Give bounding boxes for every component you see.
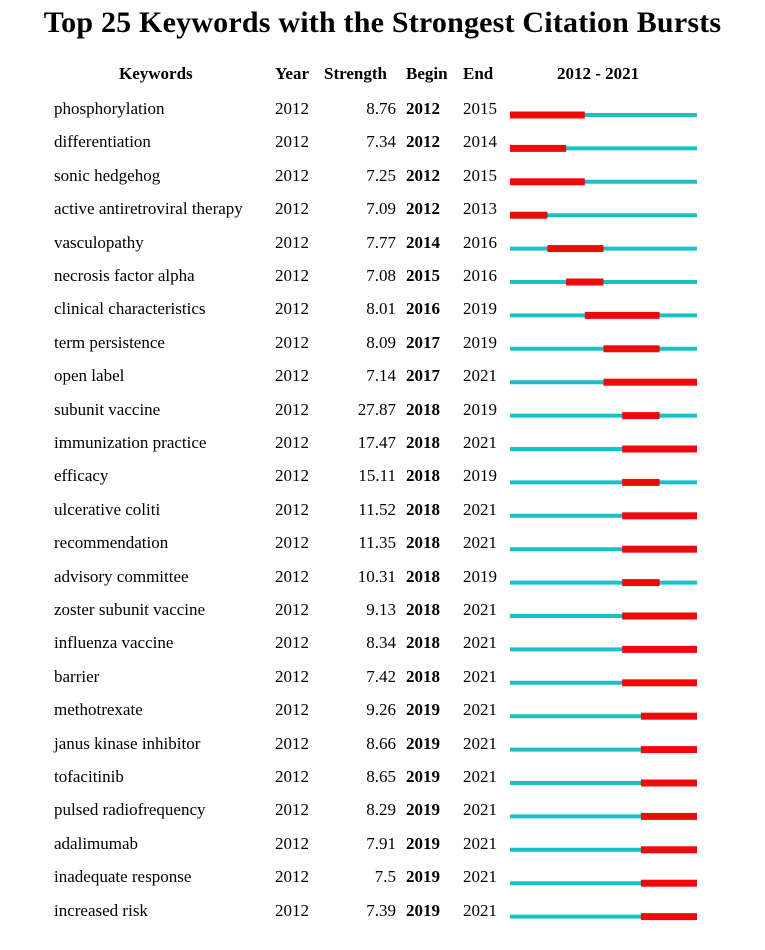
end-cell: 2019 — [463, 566, 497, 586]
strength-cell: 7.39 — [366, 900, 396, 920]
strength-cell: 8.09 — [366, 332, 396, 352]
keyword-cell: influenza vaccine — [54, 633, 174, 653]
end-cell: 2014 — [463, 132, 497, 152]
begin-cell: 2012 — [406, 99, 440, 118]
begin-cell: 2019 — [406, 867, 440, 887]
burst-bar — [641, 813, 697, 820]
keyword-cell: advisory committee — [54, 566, 189, 586]
burst-bar — [566, 279, 603, 286]
begin-cell: 2012 — [406, 199, 440, 219]
begin-cell: 2018 — [406, 600, 440, 619]
strength-cell: 8.76 — [366, 99, 396, 118]
year-cell: 2012 — [275, 666, 309, 686]
keyword-cell: open label — [54, 366, 125, 386]
begin-cell: 2018 — [406, 533, 440, 553]
begin-cell: 2017 — [406, 366, 440, 386]
strength-cell: 7.09 — [366, 199, 396, 219]
strength-cell: 11.35 — [358, 533, 396, 553]
burst-bar — [510, 145, 566, 152]
header-strength: Strength — [324, 64, 387, 83]
begin-cell: 2018 — [406, 566, 440, 586]
end-cell: 2021 — [463, 900, 497, 920]
begin-cell: 2019 — [406, 900, 440, 920]
strength-cell: 7.08 — [366, 266, 396, 285]
end-cell: 2021 — [463, 499, 497, 519]
burst-bar — [604, 345, 660, 352]
chart-title: Top 25 Keywords with the Strongest Citation Bursts — [43, 6, 722, 39]
year-cell: 2012 — [275, 600, 309, 619]
keyword-cell: barrier — [54, 666, 100, 686]
year-cell: 2012 — [275, 99, 309, 118]
keyword-cell: methotrexate — [54, 700, 143, 720]
begin-cell: 2018 — [406, 499, 440, 519]
end-cell: 2021 — [463, 600, 497, 619]
end-cell: 2019 — [463, 399, 497, 419]
keyword-cell: immunization practice — [54, 433, 207, 452]
year-cell: 2012 — [275, 433, 309, 452]
end-cell: 2021 — [463, 633, 497, 653]
keyword-cell: differentiation — [54, 132, 151, 152]
strength-cell: 8.29 — [366, 800, 396, 820]
burst-bar — [622, 412, 659, 419]
keyword-cell: term persistence — [54, 332, 165, 352]
burst-bar — [641, 746, 697, 753]
begin-cell: 2018 — [406, 466, 440, 486]
begin-cell: 2012 — [406, 132, 440, 152]
year-cell: 2012 — [275, 767, 309, 786]
keyword-cell: pulsed radiofrequency — [54, 800, 206, 820]
strength-cell: 9.26 — [366, 700, 396, 720]
header-keywords: Keywords — [119, 64, 193, 83]
keyword-cell: recommendation — [54, 533, 169, 553]
year-cell: 2012 — [275, 733, 309, 753]
begin-cell: 2019 — [406, 767, 440, 786]
header-begin: Begin — [406, 64, 448, 83]
begin-cell: 2014 — [406, 232, 440, 252]
burst-bar — [622, 679, 697, 686]
keyword-cell: clinical characteristics — [54, 299, 206, 319]
end-cell: 2021 — [463, 833, 497, 853]
strength-cell: 7.34 — [366, 132, 396, 152]
end-cell: 2021 — [463, 700, 497, 720]
year-cell: 2012 — [275, 800, 309, 820]
burst-bar — [641, 846, 697, 853]
burst-bar — [547, 245, 603, 252]
strength-cell: 7.5 — [374, 867, 396, 887]
keyword-cell: adalimumab — [54, 833, 139, 853]
end-cell: 2021 — [463, 666, 497, 686]
keyword-cell: janus kinase inhibitor — [54, 733, 201, 753]
year-cell: 2012 — [275, 132, 309, 152]
end-cell: 2013 — [463, 199, 497, 219]
end-cell: 2016 — [463, 266, 497, 285]
end-cell: 2015 — [463, 99, 497, 118]
keyword-cell: inadequate response — [54, 867, 192, 887]
begin-cell: 2016 — [406, 299, 440, 319]
begin-cell: 2019 — [406, 800, 440, 820]
keyword-cell: tofacitinib — [54, 767, 124, 786]
strength-cell: 27.87 — [357, 399, 396, 419]
end-cell: 2021 — [463, 767, 497, 786]
header-end: End — [463, 64, 494, 83]
burst-bar — [604, 379, 698, 386]
end-cell: 2019 — [463, 332, 497, 352]
strength-cell: 17.47 — [357, 433, 396, 452]
burst-bar — [622, 613, 697, 620]
end-cell: 2021 — [463, 733, 497, 753]
year-cell: 2012 — [275, 499, 309, 519]
year-cell: 2012 — [275, 867, 309, 887]
year-cell: 2012 — [275, 399, 309, 419]
end-cell: 2015 — [463, 165, 497, 185]
year-cell: 2012 — [275, 566, 309, 586]
year-cell: 2012 — [275, 165, 309, 185]
end-cell: 2019 — [463, 299, 497, 319]
year-cell: 2012 — [275, 900, 309, 920]
keyword-cell: ulcerative coliti — [54, 499, 161, 519]
strength-cell: 8.01 — [366, 299, 396, 319]
year-cell: 2012 — [275, 466, 309, 486]
begin-cell: 2017 — [406, 332, 440, 352]
year-cell: 2012 — [275, 266, 309, 285]
keyword-cell: zoster subunit vaccine — [54, 600, 206, 619]
burst-bar — [641, 913, 697, 920]
keyword-cell: increased risk — [54, 900, 148, 920]
burst-bar — [510, 112, 585, 119]
burst-bar — [622, 646, 697, 653]
year-cell: 2012 — [275, 633, 309, 653]
strength-cell: 8.66 — [366, 733, 396, 753]
strength-cell: 15.11 — [358, 466, 396, 486]
end-cell: 2021 — [463, 800, 497, 820]
burst-bar — [510, 178, 585, 185]
begin-cell: 2018 — [406, 633, 440, 653]
begin-cell: 2012 — [406, 165, 440, 185]
year-cell: 2012 — [275, 232, 309, 252]
end-cell: 2021 — [463, 366, 497, 386]
strength-cell: 7.25 — [366, 165, 396, 185]
strength-cell: 7.14 — [366, 366, 396, 386]
strength-cell: 11.52 — [358, 499, 396, 519]
year-cell: 2012 — [275, 833, 309, 853]
burst-bar — [641, 780, 697, 787]
keyword-cell: sonic hedgehog — [54, 165, 161, 185]
burst-bar — [622, 546, 697, 553]
begin-cell: 2015 — [406, 266, 440, 285]
burst-bar — [510, 212, 547, 219]
burst-bar — [585, 312, 660, 319]
begin-cell: 2019 — [406, 700, 440, 720]
begin-cell: 2019 — [406, 733, 440, 753]
strength-cell: 7.42 — [366, 666, 396, 686]
end-cell: 2021 — [463, 533, 497, 553]
keyword-cell: vasculopathy — [54, 232, 144, 252]
strength-cell: 10.31 — [357, 566, 396, 586]
keyword-cell: subunit vaccine — [54, 399, 161, 419]
keyword-cell: phosphorylation — [54, 99, 165, 118]
begin-cell: 2018 — [406, 666, 440, 686]
header-year: Year — [275, 64, 309, 83]
burst-bar — [641, 880, 697, 887]
strength-cell: 9.13 — [366, 600, 396, 619]
strength-cell: 7.91 — [366, 833, 396, 853]
year-cell: 2012 — [275, 700, 309, 720]
burst-bar — [622, 579, 659, 586]
end-cell: 2021 — [463, 867, 497, 887]
end-cell: 2016 — [463, 232, 497, 252]
keyword-cell: efficacy — [54, 466, 109, 486]
begin-cell: 2018 — [406, 399, 440, 419]
begin-cell: 2018 — [406, 433, 440, 452]
year-cell: 2012 — [275, 299, 309, 319]
keyword-cell: necrosis factor alpha — [54, 266, 195, 285]
year-cell: 2012 — [275, 366, 309, 386]
year-cell: 2012 — [275, 332, 309, 352]
end-cell: 2021 — [463, 433, 497, 452]
burst-bar — [622, 479, 659, 486]
header-timeline-range: 2012 - 2021 — [557, 64, 640, 83]
year-cell: 2012 — [275, 533, 309, 553]
end-cell: 2019 — [463, 466, 497, 486]
burst-bar — [641, 713, 697, 720]
keyword-cell: active antiretroviral therapy — [54, 199, 243, 219]
strength-cell: 7.77 — [366, 232, 396, 252]
year-cell: 2012 — [275, 199, 309, 219]
burst-bar — [622, 512, 697, 519]
begin-cell: 2019 — [406, 833, 440, 853]
strength-cell: 8.65 — [366, 767, 396, 786]
burst-bar — [622, 446, 697, 453]
strength-cell: 8.34 — [366, 633, 396, 653]
